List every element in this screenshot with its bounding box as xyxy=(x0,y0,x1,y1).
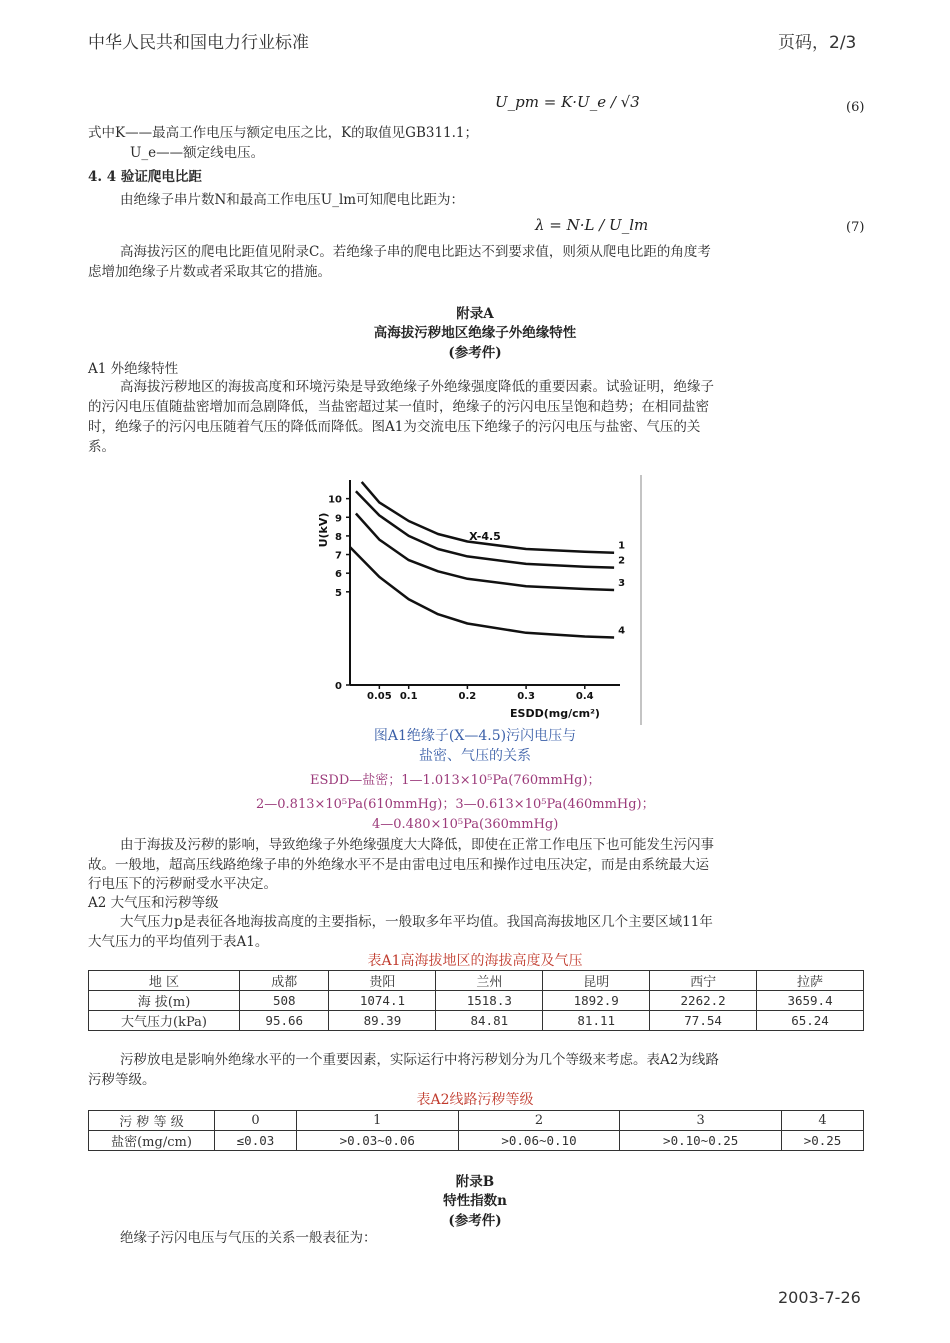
table-row xyxy=(89,1131,864,1151)
table-row xyxy=(89,991,864,1011)
footer-date: 2003-7-26 xyxy=(778,1288,861,1307)
figure-a1-caption-line1: 图A1绝缘子(X—4.5)污闪电压与 xyxy=(373,728,577,744)
table-a2-header-row xyxy=(89,1111,864,1131)
table-cell: 95.66 xyxy=(240,1011,329,1031)
a2-line: 大气压力p是表征各地海拔高度的主要指标，一般取多年平均值。我国高海拔地区几个主要区域11年 xyxy=(120,914,713,930)
table-cell: 84.81 xyxy=(436,1011,543,1031)
paragraph-1-line1: 高海拔污区的爬电比距值见附录C。若绝缘子串的爬电比距达不到要求值，则须从爬电比距的角度考 xyxy=(120,244,711,260)
x-tick-label: 0.05 xyxy=(367,691,392,702)
formula-6: U_pm = K·U_e / √3 xyxy=(495,93,640,111)
a1-line: 高海拔污秽地区的海拔高度和环境污染是导致绝缘子外绝缘强度降低的重要因素。试验证明，绝缘子 xyxy=(120,379,714,395)
table-cell: ≤0.03 xyxy=(215,1131,297,1151)
table-cell: 海 拔(m) xyxy=(89,991,240,1011)
table-a1-title: 表A1高海拔地区的海拔高度及气压 xyxy=(367,953,583,969)
table-a2 xyxy=(88,1110,864,1151)
series-label-1: 1 xyxy=(618,540,626,552)
table-cell: 大气压力(kPa) xyxy=(89,1011,240,1031)
x-tick-label: 0.1 xyxy=(399,691,418,702)
paragraph-2-line: 行电压下的污秽耐受水平决定。 xyxy=(88,876,277,892)
figure-a1-chart xyxy=(305,470,645,725)
table-cell: 盐密(mg/cm) xyxy=(89,1131,215,1151)
a2-heading: A2 大气压和污秽等级 xyxy=(88,895,219,911)
x-axis-label: ESDD(mg/cm²) xyxy=(510,707,600,720)
a2-line: 大气压力的平均值列于表A1。 xyxy=(88,934,269,950)
a1-heading: A1 外绝缘特性 xyxy=(88,361,179,377)
table-row xyxy=(89,1011,864,1031)
series-label-4: 4 xyxy=(618,625,626,637)
table-cell: 77.54 xyxy=(650,1011,757,1031)
a1-line: 系。 xyxy=(88,439,115,455)
table-cell: 1 xyxy=(296,1111,458,1131)
paragraph-1-line2: 虑增加绝缘子片数或者采取其它的措施。 xyxy=(88,264,331,280)
table-cell: >0.06~0.10 xyxy=(458,1131,620,1151)
formula-7: λ = N·L / U_lm xyxy=(535,216,649,234)
table-cell: 81.11 xyxy=(543,1011,650,1031)
y-tick-label: 5 xyxy=(335,587,342,599)
equation-number-7: (7) xyxy=(846,220,865,235)
table-cell: >0.03~0.06 xyxy=(296,1131,458,1151)
table-a1 xyxy=(88,970,864,1031)
chart-background xyxy=(305,470,645,725)
y-axis-label: U(kV) xyxy=(317,512,330,548)
table-cell: 3 xyxy=(620,1111,782,1131)
table-cell: 成都 xyxy=(240,971,329,991)
table-cell: 89.39 xyxy=(329,1011,436,1031)
table-cell: 1892.9 xyxy=(543,991,650,1011)
table-cell: 拉萨 xyxy=(757,971,864,991)
series-label-2: 2 xyxy=(618,555,626,567)
definition-k: 式中K——最高工作电压与额定电压之比，K的取值见GB311.1； xyxy=(88,125,479,141)
x-tick-label: 0.4 xyxy=(575,691,594,702)
closing-sentence: 绝缘子污闪电压与气压的关系一般表征为： xyxy=(120,1230,377,1246)
table-cell: 1518.3 xyxy=(436,991,543,1011)
table-cell: 西宁 xyxy=(650,971,757,991)
table-cell: >0.25 xyxy=(782,1131,864,1151)
table-cell: 地 区 xyxy=(89,971,240,991)
paragraph-2-line: 由于海拔及污秽的影响，导致绝缘子外绝缘强度大大降低，即使在正常工作电压下也可能发生污闪事 xyxy=(120,837,714,853)
table-cell: 4 xyxy=(782,1111,864,1131)
table-cell: 污 秽 等 级 xyxy=(89,1111,215,1131)
y-tick-label: 6 xyxy=(335,569,342,581)
y-tick-label: 10 xyxy=(328,494,342,506)
paragraph-3-line: 污秽等级。 xyxy=(88,1072,156,1088)
appendix-a-subtitle: 高海拔污秽地区绝缘子外绝缘特性 xyxy=(373,325,577,341)
page-number: 页码，2/3 xyxy=(778,33,857,53)
table-cell: 贵阳 xyxy=(329,971,436,991)
section-4-4-title: 4. 4 验证爬电比距 xyxy=(88,169,202,185)
equation-number-6: (6) xyxy=(846,100,865,115)
series-label-3: 3 xyxy=(618,577,626,589)
a1-line: 时，绝缘子的污闪电压随着气压的降低而降低。图A1为交流电压下绝缘子的污闪电压与盐密、气压的关 xyxy=(88,419,701,435)
table-a1-header-row xyxy=(89,971,864,991)
header-title: 中华人民共和国电力行业标准 xyxy=(88,33,309,53)
appendix-b-subtitle: 特性指数n xyxy=(443,1193,507,1209)
paragraph-2-line: 故。一般地，超高压线路绝缘子串的外绝缘水平不是由雷电过电压和操作过电压决定，而是由系统最大运 xyxy=(88,857,709,873)
appendix-b-note: (参考件) xyxy=(448,1213,502,1229)
x-tick-label: 0.2 xyxy=(458,691,477,702)
table-cell: 2 xyxy=(458,1111,620,1131)
paragraph-3-line: 污秽放电是影响外绝缘水平的一个重要因素，实际运行中将污秽划分为几个等级来考虑。表A2为线路 xyxy=(120,1052,719,1068)
appendix-a-title: 附录A xyxy=(456,306,494,322)
x-tick-label: 0.3 xyxy=(517,691,535,702)
table-a2-title: 表A2线路污秽等级 xyxy=(416,1092,534,1108)
table-cell: 昆明 xyxy=(543,971,650,991)
table-cell: 65.24 xyxy=(757,1011,864,1031)
figure-a1-legend-line3: 4—0.480×10⁵Pa(360mmHg) xyxy=(372,817,559,832)
table-cell: 兰州 xyxy=(436,971,543,991)
table-cell: >0.10~0.25 xyxy=(620,1131,782,1151)
table-cell: 3659.4 xyxy=(757,991,864,1011)
y-tick-label: 8 xyxy=(335,531,342,543)
chart-annotation: X-4.5 xyxy=(469,530,501,543)
appendix-b-title: 附录B xyxy=(455,1174,495,1190)
definition-ue: U_e——额定线电压。 xyxy=(130,145,265,161)
a1-line: 的污闪电压值随盐密增加而急剧降低，当盐密超过某一值时，绝缘子的污闪电压呈饱和趋势；在相同盐密 xyxy=(88,399,709,415)
y-tick-label: 7 xyxy=(335,550,342,562)
y-tick-label: 0 xyxy=(335,681,342,692)
figure-a1-legend-line2: 2—0.813×10⁵Pa(610mmHg)；3—0.613×10⁵Pa(460mmHg)； xyxy=(256,797,655,812)
table-cell: 508 xyxy=(240,991,329,1011)
table-cell: 1074.1 xyxy=(329,991,436,1011)
table-cell: 2262.2 xyxy=(650,991,757,1011)
appendix-a-note: (参考件) xyxy=(448,345,502,361)
figure-a1-legend-line1: ESDD—盐密；1—1.013×10⁵Pa(760mmHg)； xyxy=(310,773,601,788)
y-tick-label: 9 xyxy=(335,513,342,525)
table-cell: 0 xyxy=(215,1111,297,1131)
section-4-4-body: 由绝缘子串片数N和最高工作电压U_lm可知爬电比距为： xyxy=(120,192,465,208)
figure-a1-caption-line2: 盐密、气压的关系 xyxy=(419,748,531,764)
